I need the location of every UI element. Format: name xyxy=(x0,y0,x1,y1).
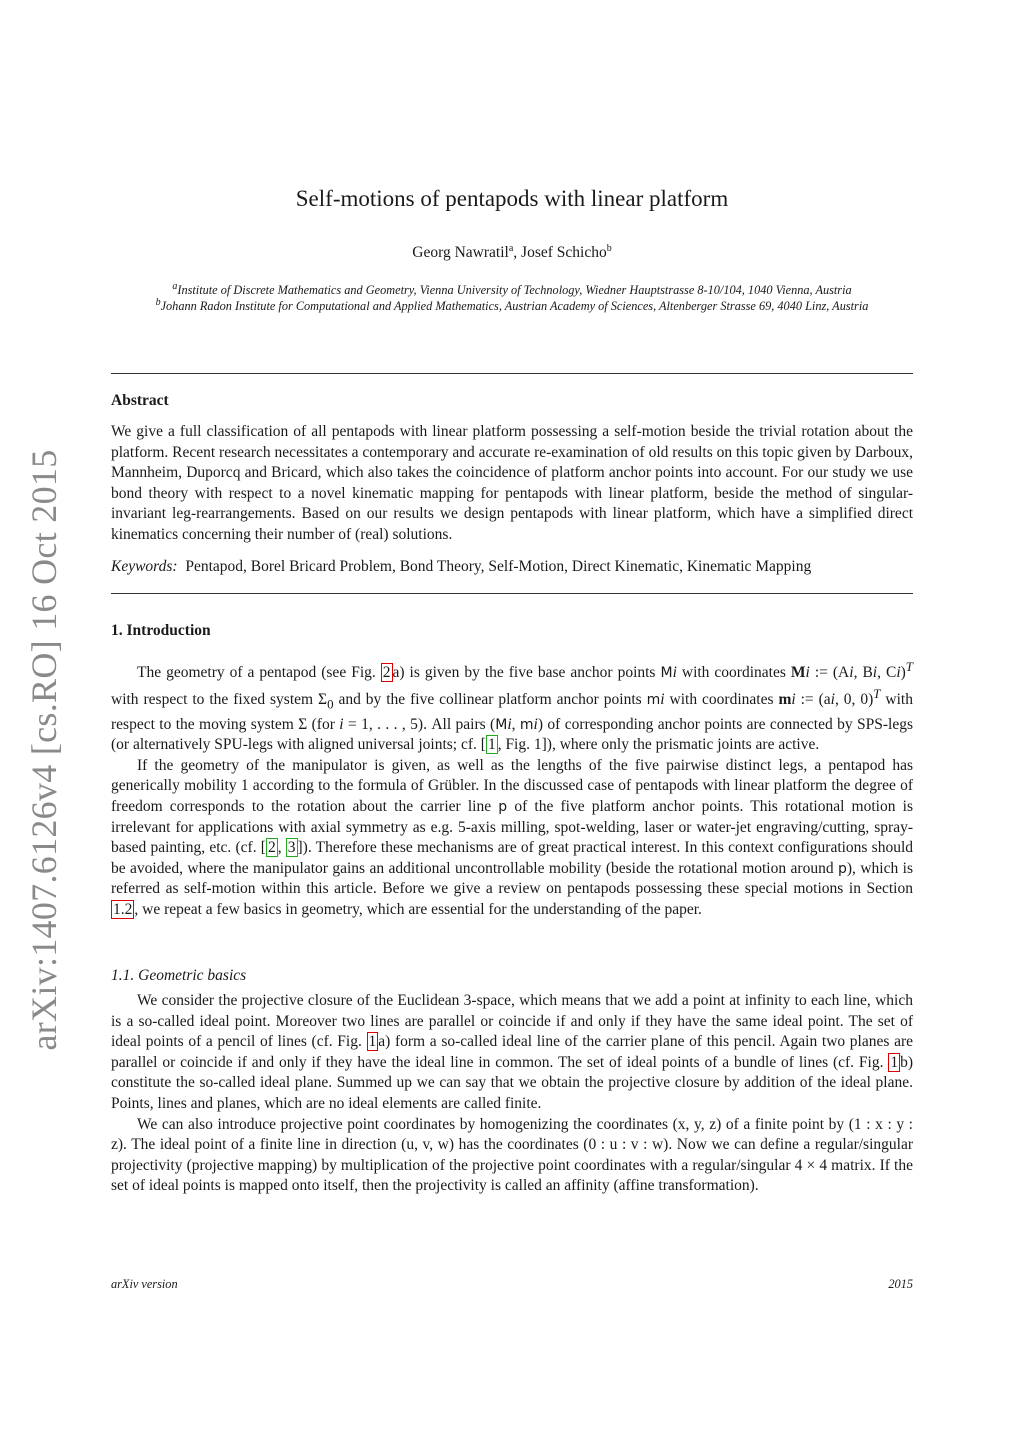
footer-left: arXiv version xyxy=(111,1277,178,1291)
affiliation-mark: a xyxy=(172,281,178,292)
affiliation-mark: b xyxy=(606,243,612,254)
paragraph: We consider the projective closure of the Euclidean 3-space, which means that we add a point at infinity to each line, which is a so-called ideal point. Moreover two lines are parallel or coincide if and only if they have the same ideal point. The set of ideal points of a pencil of lines (cf. Fig. 1 a) form a so-called ideal line of the carrier plane of this pencil. Again two planes are parallel or coincide if and only if they have the ideal line in common. The set of ideal points of a bundle of lines (cf. Fig. 1 b) constitute the so-called ideal plane. Summed up we can say that we obtain the projective closure by addition of the ideal plane. Points, lines and planes, which are no ideal elements are called finite. xyxy=(111,992,913,1112)
author-line xyxy=(0,243,1024,262)
paragraph: We can also introduce projective point coordinates by homogenizing the coordinates (x, y, z) of a finite point by (1 : x : y : z). The ideal point of a finite line in direction (u, v, w) has the coordinates (0 : u : v : w). Now we can define a regular/singular projectivity (projective mapping) by multiplication of the projective point coordinates with a regular/singular 4 × 4 matrix. If the set of ideal points is mapped onto itself, then the projectivity is called an affinity (affine transformation). xyxy=(111,1115,913,1195)
section-link[interactable]: 1.2 xyxy=(113,900,133,918)
affiliation-mark: b xyxy=(155,297,161,308)
figure-link[interactable]: 1 xyxy=(368,1033,377,1051)
geometric-basics-body xyxy=(111,991,913,1197)
paragraph: If the geometry of the manipulator is given, as well as the lengths of the five pairwise distinct legs, a pentapod has generically mobility 1 according to the formula of Grübler. In the discussed case of pentapods with linear platform the degree of freedom corresponds to the rotation about the carrier line p of the five platform anchor points. This rotational motion is irrelevant for applications with axial symmetry as e.g. 5-axis milling, spot-welding, laser or water-jet engraving/cutting, spray-based painting, etc. (cf. [ 2 , 3 ]). Therefore these mechanisms are of great practical interest. In this context configurations should be avoided, where the manipulator gains an additional uncontrollable mobility (beside the rotational motion around p), which is referred as self-motion within this article. Before we give a review on pentapods possessing these special motions in Section 1.2 , we repeat a few basics in geometry, which are essential for the understanding of the paper. xyxy=(111,756,914,918)
divider xyxy=(111,593,913,594)
divider xyxy=(111,373,913,374)
author-name: Josef Schicho xyxy=(521,244,607,262)
abstract-text: We give a full classification of all pentapods with linear platform possessing a self-motion beside the trivial rotation about the platform. Recent research necessitates a contemporary and accurate re-examination of old results on this topic given by Darboux, Mannheim, Duporcq and Bricard, which also takes the coincidence of platform anchor points into account. For our study we use bond theory with respect to a novel kinematic mapping for pentapods with linear platform, beside the method of singular-invariant leg-rearrangements. Based on our results we design pentapods with linear platform, which have a simplified direct kinematics concerning their number of (real) solutions. xyxy=(111,423,913,543)
arxiv-stamp xyxy=(0,0,80,1448)
abstract-heading: Abstract xyxy=(111,392,169,409)
affiliation xyxy=(0,281,1024,298)
paper-title: Self-motions of pentapods with linear platform xyxy=(295,186,729,211)
keywords-list: Pentapod, Borel Bricard Problem, Bond Theory, Self-Motion, Direct Kinematic, Kinematic Mapping xyxy=(185,558,812,575)
section-heading-introduction: 1. Introduction xyxy=(111,622,211,639)
subsection-heading: 1.1. Geometric basics xyxy=(111,967,247,984)
affiliation-text: Johann Radon Institute for Computational and Applied Mathematics, Austrian Academy of Sciences, Altenberger Strasse 69, 4040 Linz, Austria xyxy=(160,299,869,314)
arxiv-identifier: arXiv:1407.6126v4 [cs.RO] 16 Oct 2015 xyxy=(24,449,64,1051)
figure-link[interactable]: 2 xyxy=(382,664,391,682)
author-separator: , xyxy=(513,244,522,262)
citation-link[interactable]: 1 xyxy=(487,736,496,754)
introduction-body xyxy=(111,657,913,921)
keywords-label: Keywords: xyxy=(111,558,178,575)
abstract-body xyxy=(111,422,913,546)
affiliation-mark: a xyxy=(508,243,514,254)
footer-right: 2015 xyxy=(888,1277,913,1291)
author-name: Georg Nawratil xyxy=(412,244,509,262)
figure-link[interactable]: 1 xyxy=(890,1053,899,1071)
citation-link[interactable]: 2 xyxy=(267,839,276,857)
affiliation xyxy=(0,297,1024,314)
paragraph: The geometry of a pentapod (see Fig. 2 a) is given by the five base anchor points Mi with coordinates Mi := (Ai, Bi, Ci)$^T$ with respect to the fixed system $\Sigma_0$ and by the five collinear platform anchor points mi with coordinates mi := (ai, 0, 0)$^T$ with respect to the moving system Σ (for i = 1, . . . , 5). All pairs (Mi, mi) of corresponding anchor points are connected by SPS-legs (or alternatively SPU-legs with aligned universal joints; cf. [ 1 , Fig. 1]), where only the prismatic joints are active. xyxy=(111,659,914,754)
keywords xyxy=(111,557,913,578)
affiliation-text: Institute of Discrete Mathematics and Geometry, Vienna University of Technology, Wiedner Hauptstrasse 8-10/104, 1040 Vienna, Austria xyxy=(177,283,852,298)
citation-link[interactable]: 3 xyxy=(287,839,296,857)
